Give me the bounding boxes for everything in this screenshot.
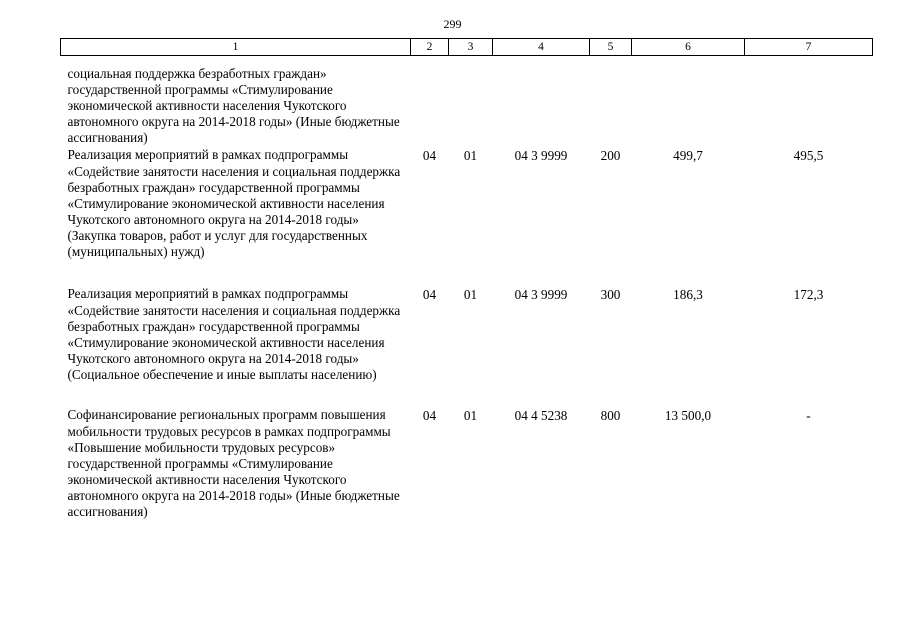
expense-type-code: 800 <box>600 408 621 424</box>
expense-type-code: 300 <box>600 287 621 303</box>
column-number-header <box>61 39 873 56</box>
subsection-code: 01 <box>463 148 478 164</box>
section-code: 04 <box>422 287 437 303</box>
column-header: 1 <box>61 39 411 56</box>
amount-col7: - <box>806 408 811 424</box>
column-header: 4 <box>493 39 590 56</box>
amount-col7: 172,3 <box>793 287 824 303</box>
amount-col7: 495,5 <box>793 148 824 164</box>
column-header: 7 <box>745 39 873 56</box>
target-article-code <box>493 56 590 147</box>
table-row <box>61 56 873 147</box>
row-description: социальная поддержка безработных граждан» государственной программы «Стимулирование экономической активности населения Чукотского автономного округа на 2014-2018 годы» (Иные бюджетные ассигнования) <box>67 66 400 146</box>
table-row <box>61 285 873 406</box>
column-header: 3 <box>449 39 493 56</box>
section-code <box>411 56 449 147</box>
table-row <box>61 406 873 520</box>
column-header: 5 <box>590 39 632 56</box>
subsection-code: 01 <box>463 287 478 303</box>
amount-col6 <box>632 56 745 147</box>
target-article-code: 04 3 9999 <box>514 148 568 164</box>
column-header: 2 <box>411 39 449 56</box>
row-description: Реализация мероприятий в рамках подпрограммы «Содействие занятости населения и социальная поддержка безработных граждан» государственной программы «Стимулирование экономической активности населения Чукотского автономного округа на 2014-2018 годы» (Социальное обеспечение и иные выплаты населению) <box>67 286 401 382</box>
amount-col6: 186,3 <box>673 287 703 303</box>
amount-col7 <box>745 56 873 147</box>
table-row <box>61 146 873 285</box>
expense-type-code: 200 <box>600 148 621 164</box>
section-code: 04 <box>422 148 437 164</box>
expense-type-code <box>590 56 632 147</box>
row-description: Софинансирование региональных программ повышения мобильности трудовых ресурсов в рамках подпрограммы «Повышение мобильности трудовых ресурсов» государственной программы «Стимулирование экономической активности населения Чукотского автономного округа на 2014-2018 годы» (Иные бюджетные ассигнования) <box>67 407 400 520</box>
amount-col6: 13 500,0 <box>664 408 712 424</box>
section-code: 04 <box>422 408 437 424</box>
target-article-code: 04 4 5238 <box>514 408 568 424</box>
target-article-code: 04 3 9999 <box>514 287 568 303</box>
amount-col6: 499,7 <box>673 148 703 164</box>
subsection-code <box>449 56 493 147</box>
column-header: 6 <box>632 39 745 56</box>
page-number: 299 <box>443 17 462 31</box>
subsection-code: 01 <box>463 408 478 424</box>
row-description: Реализация мероприятий в рамках подпрограммы «Содействие занятости населения и социальная поддержка безработных граждан» государственной программы «Стимулирование экономической активности населения Чукотского автономного округа на 2014-2018 годы» (Закупка товаров, работ и услуг для государственных (муниципальных) нужд) <box>67 147 401 260</box>
budget-table <box>60 38 873 520</box>
